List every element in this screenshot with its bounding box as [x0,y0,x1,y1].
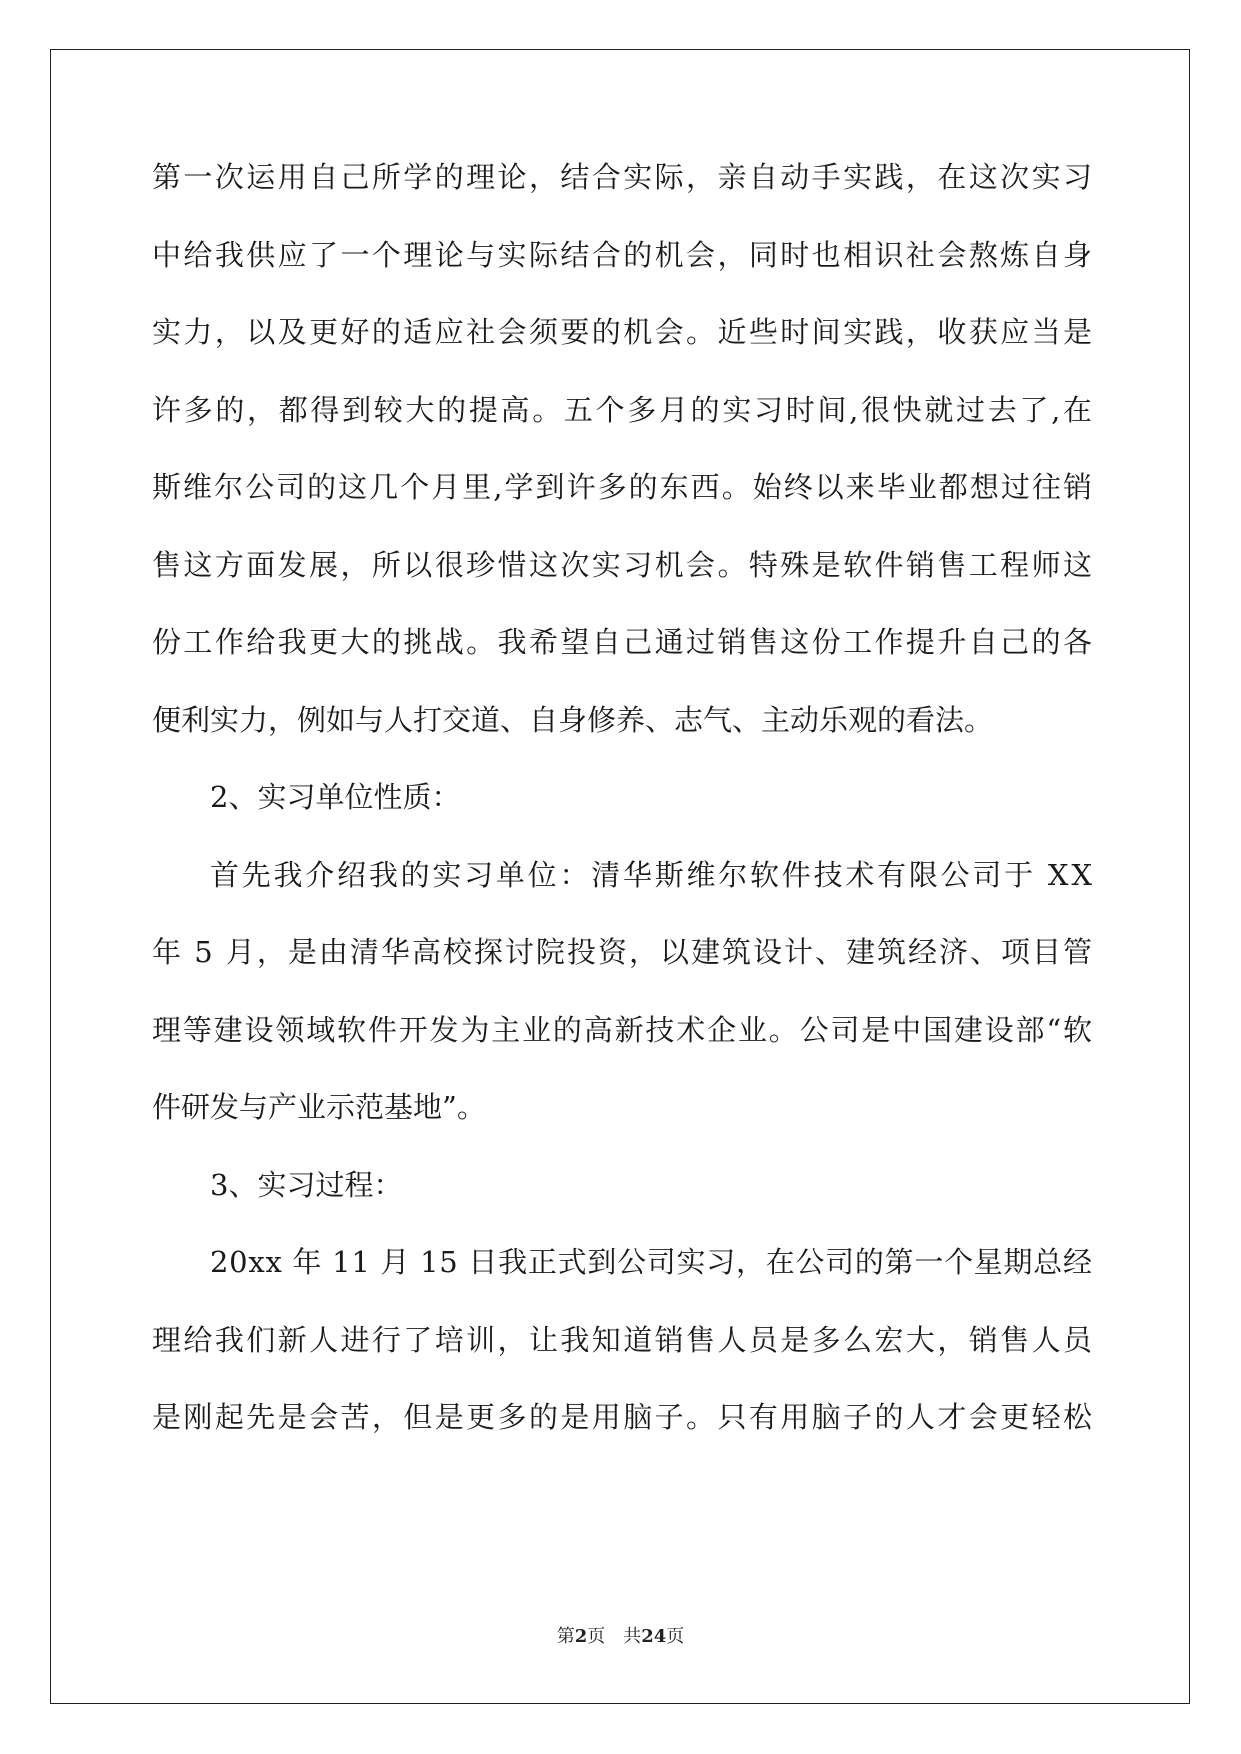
page-current: 2 [574,1626,588,1647]
line-text: 件研发与产业示范基地”。 [152,1090,486,1124]
page-total: 24 [641,1626,667,1647]
footer-prefix: 第 [556,1626,575,1647]
line-text: 年 5 月，是由清华高校探讨院投资，以建筑设计、建筑经济、项目管 [152,935,1095,969]
footer-mid: 页 共 [587,1626,642,1647]
section-heading [152,1167,1092,1248]
paragraph-line [152,1247,1092,1325]
line-text: 是刚起先是会苦，但是更多的是用脑子。只有用脑子的人才会更轻松 [152,1400,1095,1434]
paragraph-line [152,857,1095,938]
paragraph-line [152,470,1095,550]
line-text: 理给我们新人进行了培训，让我知道销售人员是多么宏大，销售人员 [152,1322,1095,1357]
section-heading [152,782,1092,860]
line-text: 售这方面发展，所以很珍惜这次实习机会。特殊是软件销售工程师这 [152,547,1095,582]
paragraph-line [152,1400,1095,1480]
paragraph-line [152,392,1095,473]
line-text: 许多的，都得到较大的提高。五个多月的实习时间,很快就过去了,在 [152,392,1095,427]
line-text: 实力，以及更好的适应社会须要的机会。近些时间实践，收获应当是 [152,315,1095,349]
paragraph-line [152,315,1095,395]
line-text: 份工作给我更大的挑战。我希望自己通过销售这份工作提升自己的各 [152,625,1095,659]
document-body [152,160,1095,1480]
paragraph-line [152,547,1095,628]
line-text: 第一次运用自己所学的理论，结合实际，亲自动手实践，在这次实习 [152,160,1095,194]
line-text: 便利实力，例如与人打交道、自身修养、志气、主动乐观的看法。 [152,702,994,737]
heading-text: 3、实习过程： [210,1167,403,1202]
paragraph-line [152,935,1095,1015]
line-text: 中给我供应了一个理论与实际结合的机会，同时也相识社会熬炼自身 [152,237,1095,272]
paragraph-line [152,160,1095,240]
line-text: 首先我介绍我的实习单位：清华斯维尔软件技术有限公司于 XX [210,857,1095,892]
page-footer [0,1622,1241,1648]
paragraph-line [152,625,1095,705]
line-text: 理等建设领域软件开发为主业的高新技术企业。公司是中国建设部“软 [152,1012,1094,1047]
paragraph-line [152,1012,1094,1093]
paragraph-line [152,1322,1095,1403]
line-text: 20xx 年 11 月 15 日我正式到公司实习，在公司的第一个星期总经 [210,1245,1093,1279]
footer-suffix: 页 [666,1626,685,1647]
paragraph-line [152,237,1095,318]
paragraph-line [152,1092,1092,1170]
heading-text: 2、实习单位性质： [210,780,461,814]
line-text: 斯维尔公司的这几个月里,学到许多的东西。始终以来毕业都想过往销 [152,470,1095,504]
paragraph-line [152,702,1092,783]
